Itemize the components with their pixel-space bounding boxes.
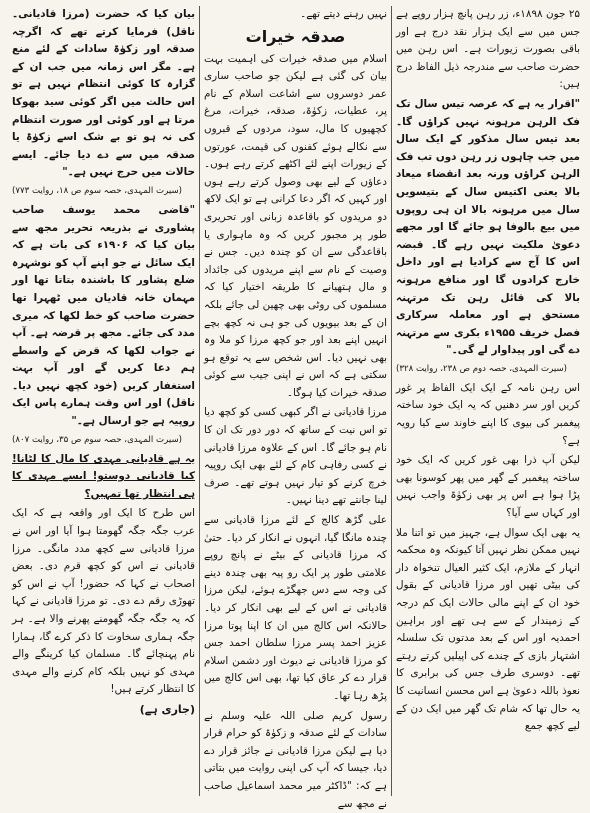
reference-citation: (سیرت المہدی، حصہ سوم ص ۱۸، روایت ۷۷۳) — [12, 185, 183, 196]
reference-citation: (سیرت المہدی، حصہ سوم ص ۳۵، روایت ۸۰۷) — [12, 434, 183, 445]
paragraph-continuation: نہیں رہنے دیتے تھے۔ — [300, 8, 387, 20]
paragraph: مرزا قادیانی نے اگر کبھی کسی کو کچھ دیا تو اس نیت کے ساتھ کہ دور دور تک ان کا نام ہو جائے گا۔ اس کے علاوہ مرزا قادیانی نے کسی رفاہی کام کے لئے بھی ایک روپیہ خرچ کرنے کو تیار نہیں ہوتے تھے۔ صرف لینا جانتے تھے دینا نہیں۔ — [204, 406, 387, 507]
reference-citation: (سیرت المہدی، حصہ دوم ص ۲۳۸، روایت ۳۲۸) — [396, 363, 567, 374]
quote-paragraph: "قاضی محمد یوسف صاحب پشاوری نے بذریعہ تحریر مجھ سے بیان کیا کہ ۱۹۰۶ء کی بات ہے کہ ایک سائل نے جو اپنے آپ کو نوشہرہ ضلع پشاور کا باشندہ بتاتا تھا اور مہمان خانہ قادیان میں ٹھہرا تھا حضرت صاحب کو خط لکھا کہ میری مدد کی جائے۔ مجھ پر قرضہ ہے۔ آپ نے جواب لکھا کہ قرض کے واسطے ہم دعا کریں گے اور آپ بہت استغفار کریں (خود کچھ نہیں دیا۔ ناقل) اور اس وقت ہمارے پاس ایک روپیہ ہے جو ارسال ہے۔" — [12, 203, 195, 428]
paragraph: علی گڑھ کالج کے لئے مرزا قادیانی سے چندہ مانگا گیا، انہوں نے انکار کر دیا۔ حتیٰ کہ مرزا قادیانی کے بیٹے نے پانچ روپے علامتی طور پر ایک رو پیہ بھی چندہ دینے کی وجہ سے دس جھگڑے ہوئے، لیکن مرزا قادیانی نے اس کے لیے بھی انکار کر دیا۔ حالانکہ اس کالج میں ان کا اپنا پوتا مرزا عزیز احمد پسر مرزا سلطان احمد جس کو مرزا قادیانی نے دیوث اور دشمن اسلام قرار دے کر عاق کیا تھا، بھی اس کالج میں پڑھ رہا تھا۔ — [204, 514, 387, 702]
paragraph: ۲۵ جون ۱۸۹۸ء، زر رہن پانچ ہزار روپے ہے جس میں سے ایک ہزار نقد درج ہے اور باقی بصورت زیورات ہے۔ اس رہن میں حضرت صاحب سے مندرجہ ذیل الفاظ درج ہیں: — [396, 8, 581, 91]
paragraph: یہ بھی ایک سوال ہے، جہیز میں تو اتنا ملا نہیں ممکن نظر نہیں آتا کیونکہ وہ محکمہ انہار کے ملازم، ایک کثیر العیال تنخواہ دار کی بیٹی تھیں اور مرزا قادیانی کے بقول خود ان کے اپنے مالی حالات ایک کم درجہ کے زمیندار کے سے ہی تھے اور براہین احمدیہ اور اس کے بعد مدتوں تک سلسلہ اشتہار بازی کے چندے کی اپیلیں کرتے رہتے تھے۔ دوسری طرف جس کی برابری کا نعوذ باللہ دعویٰ ہے اس محسن انسانیت کا یہ حال تھا کہ شام تک گھر میں ایک دن کے لیے کچھ جمع — [396, 526, 580, 733]
article-columns — [6, 6, 584, 810]
section-heading: صدقہ خیرات — [245, 26, 346, 46]
continued-note: (جاری ہے) — [139, 702, 195, 716]
column-middle — [200, 6, 392, 810]
paragraph: اسلام میں صدقہ خیرات کی اہمیت بہت بیان کی گئی ہے لیکن جو صاحب ساری عمر دوسروں سے اشاعت اسلام کے نام پر، عطیات، زکوٰۃ، صدقہ، خیرات، مرغ کچھیوں کا مال، سود، مردوں کے قبروں سے نکالے ہوئے کفنوں کی قیمت، عورتوں کے زیورات اپنے لئے اکٹھے کرتے رہے ہوں۔ دعاؤں کے لیے بھی وصول کرتے رہے ہوں اور کہیں کہ اگر دعا کرانی ہے تو ایک لاکھ دو مریدوں کو باقاعدہ زبانی اور تحریری طور پر مجبور کریں کہ وہ ماہواری یا باقاعدگی سے ان کو چندہ دیں۔ جس نے وصیت کے نام سے اپنے مریدوں کی جائداد و مال ہتھیانے کا طریقہ اختیار کیا کہ مسلموں کی روٹی بھی چھین لی جائے بلکہ ان کے بعد بیویوں کی جو ہی نہ کچھ بچے انہیں اپنے بعد اور جو کچھ مرزا کو ملا وہ بھی نہیں دیا۔ اس شخص سے یہ توقع ہو سکتی ہے کہ اس نے اپنی جیب سے کوئی صدقہ خیرات کیا ہوگا۔ — [204, 52, 387, 399]
paragraph: لیکن آپ ذرا بھی غور کریں کہ ایک خود ساختہ پیغمبر کے گھر میں پھر کوسونا بھی پڑا ہوا ہے اس پر بھی زکوٰۃ واجب نہیں اور کہاں سے آیا؟ — [396, 454, 580, 520]
mortgage-quote: "اقرار یہ ہے کہ عرصہ تیس سال تک فک الرہن مرہونہ نہیں کراؤں گا۔ بعد تیس سال مذکور کے ایک سال میں جب چاہوں زر رہن دوں تب فک الرہن کراؤں ورنہ بعد انقضاء میعاد بالا یعنی اکتیس سال کے بتیسویں سال میں مرہونہ بالا ان ہی روپوں میں بیع بالوفا ہو جائے گا اور مجھے دعویٰ ملکیت نہیں رہے گا۔ قبضہ اس کا آج سے کرادیا ہے اور داخل خارج کرادوں گا اور منافع مرہونہ بالا کی قائل رہن تک مرتہنہ مستحق ہے اور معاملہ سرکاری فصل خریف ۱۹۵۵ء بکری سے مرتہنہ دے گی اور پیداوار لے گی۔" — [396, 97, 581, 357]
quote-paragraph: بیان کیا کہ حضرت (مرزا قادیانی۔ ناقل) فرمایا کرتے تھے کہ اگرچہ صدقہ اور زکوٰۃ سادات کے لئے منع ہے۔ مگر اس زمانہ میں جب ان کے گزارہ کا کوئی انتظام نہیں ہے تو اس حالت میں اگر کوئی سید بھوکا مرتا ہے اور کوئی اور صورت انتظام کی نہ ہو تو بے شک اسے زکوٰۃ یا صدقہ میں سے دے دیا جائے۔ ایسے حالات میں حرج نہیں ہے۔" — [12, 8, 195, 179]
column-left — [8, 6, 200, 796]
column-right — [392, 6, 584, 796]
paragraph: اس طرح کا ایک اور واقعہ ہے کہ ایک عرب جگہ جگہ گھومتا ہوا آیا اور اس نے مرزا قادیانی سے کچھ مدد مانگی۔ مرزا قادیانی نے اس کو کچھ قرم دی۔ بعض اصحاب نے کہا کہ حضور! آپ نے اس کو تھوڑی رقم دے دی۔ تو مرزا قادیانی نے کہا کہ یہ جگہ جگہ گھومنے پھرنے والا ہے۔ ہر جگہ ہماری سخاوت کا ذکر کرے گا، ہمارا نام پہنچائے گا۔ مسلمان کیا کرینگے والے مہدی کو نہیں بلکہ کام کرنے والے مہدی کا انتظار کرتے ہیں! — [12, 507, 195, 696]
highlight-paragraph: یہ ہے قادیانی مہدی کا مال کا لٹانا! کیا قادیانی دوستو! ایسے مہدی کا ہی انتظار تھا تمہیں؟ — [12, 452, 195, 500]
paragraph: اس رہن نامہ کے ایک ایک الفاظ پر غور کریں اور سر دھنیں کہ یہ ایک خود ساختہ پیغمبر کی بیوی کا اپنے خاوند سے کیا رویہ ہے؟ — [396, 381, 580, 447]
paragraph: رسول کریم صلی اللہ علیہ وسلم نے سادات کے لئے صدقہ و زکوٰۃ کو حرام قرار دیا ہے لیکن مرزا قادیانی نے جائز قرار دے دیا، جیسا کہ آپ کی اپنی روایت میں بتاتی ہے کہ: "ڈاکٹر میر محمد اسماعیل صاحب نے مجھ سے — [204, 709, 387, 810]
